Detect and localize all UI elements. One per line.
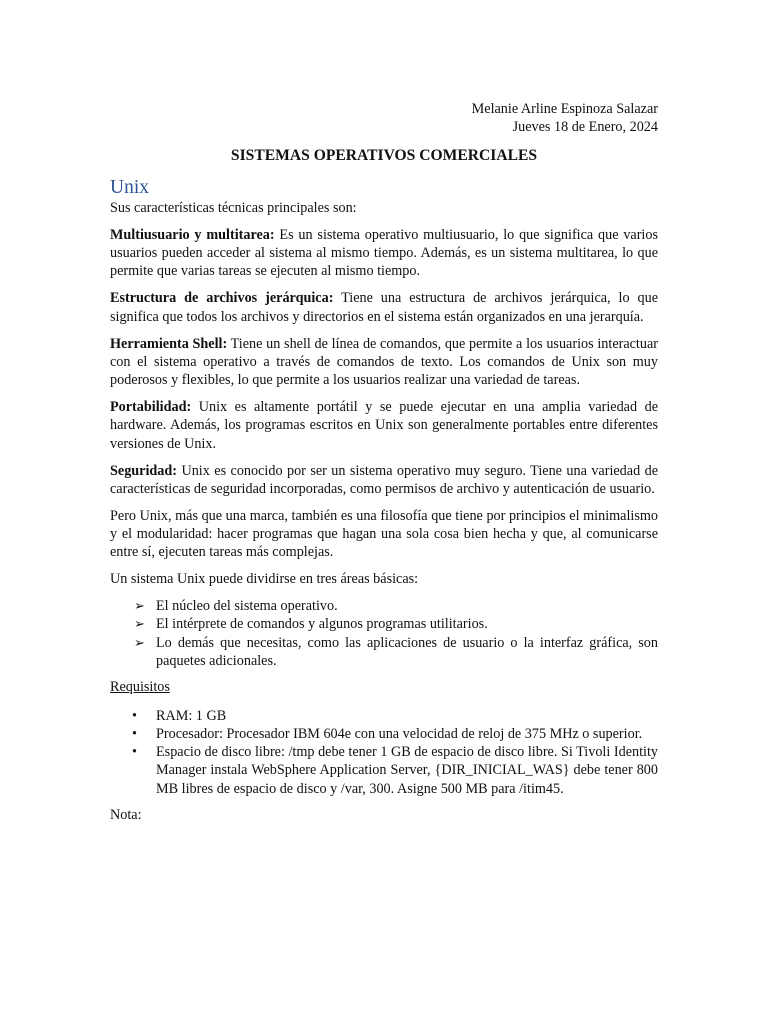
document-date: Jueves 18 de Enero, 2024 [512,119,658,135]
arrow-bullet-icon: ➢ [134,598,145,614]
document-page [110,100,658,824]
list-item-text: El núcleo del sistema operativo. [156,598,338,615]
feature-paragraph [110,289,658,326]
dot-bullet-icon: • [132,707,137,724]
author-name: Melanie Arline Espinoza Salazar [471,101,658,117]
list-item [110,634,658,671]
list-item [110,615,658,633]
feature-paragraph [110,335,658,390]
list-item [110,597,658,615]
note-label: Nota: [110,807,142,824]
feature-text: Unix es conocido por ser un sistema operativo muy seguro. Tiene una variedad de características de seguridad incorporadas, como permisos de archivo y autenticación de usuario. [110,462,658,497]
list-item [110,707,658,725]
feature-term: Multiusuario y multitarea: [110,226,275,243]
list-item-text: Espacio de disco libre: /tmp debe tener 1 GB de espacio de disco libre. Si Tivoli Identity Manager instala WebSphere Application Server, {DIR_INICIAL_WAS} debe tener 800 MB libres de espacio de disco y /var, 300. Asigne 500 MB para /itim45. [156,744,658,797]
list-item-text: Procesador: Procesador IBM 604e con una velocidad de reloj de 375 MHz o superior. [156,725,643,742]
philosophy-paragraph: Pero Unix, más que una marca, también es una filosofía que tiene por principios el minimalismo y el modularidad: hacer programas que hagan una sola cosa bien hecha y que, al comunicarse entre sí, ejecuten tareas más complejas. [110,507,658,561]
document-title: SISTEMAS OPERATIVOS COMERCIALES [230,147,538,164]
feature-paragraph [110,226,658,281]
areas-list [110,597,658,670]
dot-bullet-icon: • [132,744,137,761]
section-heading-unix: Unix [110,177,149,198]
feature-paragraph [110,398,658,453]
author-block [110,100,658,136]
arrow-bullet-icon: ➢ [134,634,145,650]
list-item-text: RAM: 1 GB [156,707,227,724]
feature-text: Unix es altamente portátil y se puede ejecutar en una amplia variedad de hardware. Además, los programas escritos en Unix son generalmente portables entre diferentes versiones de Unix. [110,399,658,452]
feature-text: Tiene un shell de línea de comandos, que permite a los usuarios interactuar con el sistema operativo a través de comandos de texto. Los comandos de Unix son muy poderosos y flexibles, lo que permite a los usuarios realizar una variedad de tareas. [110,335,658,389]
requirements-heading: Requisitos [110,679,170,696]
areas-intro: Un sistema Unix puede dividirse en tres áreas básicas: [110,571,419,588]
feature-text: Es un sistema operativo multiusuario, lo que significa que varios usuarios pueden acceder al sistema al mismo tiempo. Además, es un sistema multitarea, lo que permite que varias tareas se ejecuten al mismo tiempo. [110,226,658,280]
arrow-bullet-icon: ➢ [134,616,145,632]
requirements-list [110,707,658,798]
list-item [110,743,658,798]
features-intro: Sus características técnicas principales son: [110,200,357,216]
dot-bullet-icon: • [132,725,137,742]
feature-term: Portabilidad: [110,399,192,416]
feature-paragraph [110,462,658,499]
list-item-text: Lo demás que necesitas, como las aplicaciones de usuario o la interfaz gráfica, son paquetes adicionales. [156,634,658,669]
feature-term: Estructura de archivos jerárquica: [110,290,334,307]
feature-text: Tiene una estructura de archivos jerárquica, lo que significa que todos los archivos y directorios en el sistema están organizados en una jerarquía. [110,290,658,325]
feature-term: Herramienta Shell: [110,335,228,352]
list-item [110,725,658,743]
list-item-text: El intérprete de comandos y algunos programas utilitarios. [156,616,488,633]
feature-term: Seguridad: [110,462,178,479]
